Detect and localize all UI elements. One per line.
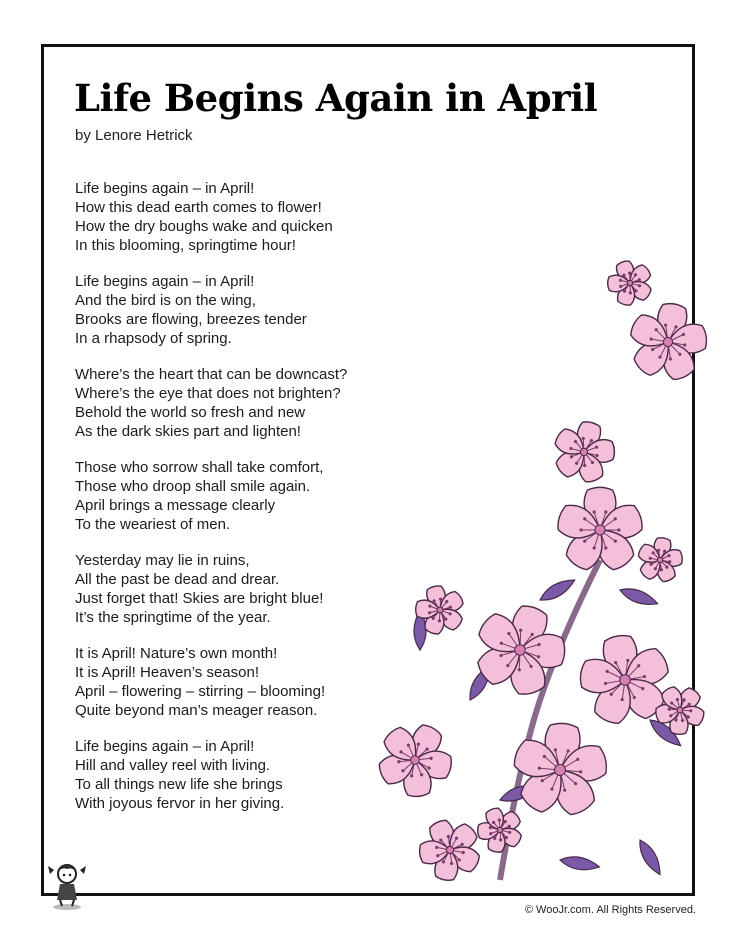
poem-line: All the past be dead and drear.: [75, 571, 280, 588]
poem-line: Those who sorrow shall take comfort,: [75, 459, 324, 476]
poem-line: Life begins again – in April!: [75, 273, 255, 290]
poem-line: It’s the springtime of the year.: [75, 609, 271, 626]
poem-line: Life begins again – in April!: [75, 180, 255, 197]
poem-line: To the weariest of men.: [75, 516, 231, 533]
poem-line: April brings a message clearly: [75, 497, 276, 514]
poem-line: Life begins again – in April!: [75, 738, 255, 755]
poem-line: April – flowering – stirring – blooming!: [75, 683, 326, 700]
poem-line: Yesterday may lie in ruins,: [75, 552, 250, 569]
poem-line: Hill and valley reel with living.: [75, 757, 271, 774]
poem-line: And the bird is on the wing,: [75, 292, 256, 309]
poem-line: In a rhapsody of spring.: [75, 330, 232, 347]
poem-line: Where’s the eye that does not brighten?: [75, 385, 341, 402]
poem-line: It is April! Heaven’s season!: [75, 664, 259, 681]
poem-line: In this blooming, springtime hour!: [75, 237, 296, 254]
poem-line: It is April! Nature’s own month!: [75, 645, 278, 662]
poem-line: Quite beyond man’s meager reason.: [75, 702, 318, 719]
poem-line: Brooks are flowing, breezes tender: [75, 311, 307, 328]
woojr-mascot-icon: [44, 860, 90, 910]
poem-line: Just forget that! Skies are bright blue!: [75, 590, 324, 607]
poem-line: Where’s the heart that can be downcast?: [75, 366, 348, 383]
poem-line: Behold the world so fresh and new: [75, 404, 306, 421]
poem-line: Those who droop shall smile again.: [75, 478, 311, 495]
poem-line: How the dry boughs wake and quicken: [75, 218, 333, 235]
poem-title: Life Begins Again in April: [74, 76, 598, 120]
poem-author: by Lenore Hetrick: [75, 127, 193, 144]
poem-line: How this dead earth comes to flower!: [75, 199, 322, 216]
poem-line: To all things new life she brings: [75, 776, 283, 793]
poem-line: As the dark skies part and lighten!: [75, 423, 301, 440]
copyright-notice: © WooJr.com. All Rights Reserved.: [524, 904, 696, 916]
poem-line: With joyous fervor in her giving.: [75, 795, 285, 812]
